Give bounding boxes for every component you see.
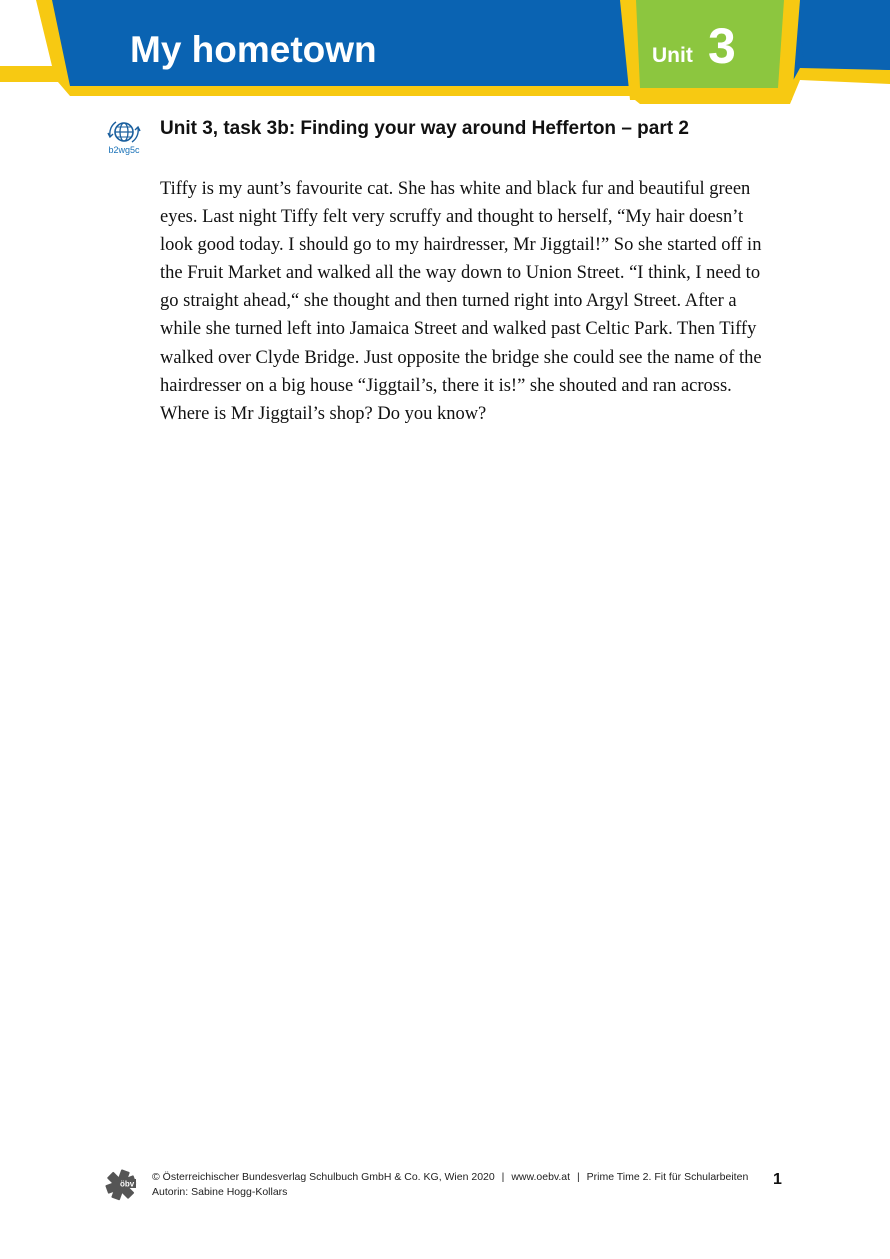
unit-label: Unit bbox=[652, 44, 693, 67]
copyright-text: © Österreichischer Bundesverlag Schulbuch GmbH & Co. KG, Wien 2020 bbox=[152, 1171, 495, 1183]
online-code[interactable]: b2wg5c bbox=[108, 145, 140, 155]
author-line: Autorin: Sabine Hogg-Kollars bbox=[152, 1186, 288, 1198]
book-title: Prime Time 2. Fit für Schularbeiten bbox=[586, 1171, 749, 1183]
unit-number: 3 bbox=[708, 18, 736, 74]
story-text: Tiffy is my aunt’s favourite cat. She has white and black fur and beautiful green eyes. Last night Tiffy felt very scruffy and thought to herself, “My hair doesn’t look good today. I should go to my hairdresser, Mr Jiggtail!” So she started off in the Fruit Market and walked all the way down to Union Street. “I think, I need to go straight ahead,“ she thought and then turned right into Argyl Street. After a while she turned left into Jamaica Street and walked past Celtic Park. Then Tiffy walked over Clyde Bridge. Just opposite the bridge she could see the name of the hairdresser on a big house “Jiggtail’s, there it is!” she shouted and ran across. Where is Mr Jiggtail’s shop? Do you know? bbox=[160, 179, 762, 424]
page-number: 1 bbox=[773, 1171, 782, 1188]
oebv-logo-icon bbox=[104, 1168, 138, 1202]
page-title: My hometown bbox=[130, 29, 377, 70]
logo-text: öbv bbox=[120, 1179, 135, 1189]
website-link[interactable]: www.oebv.at bbox=[511, 1171, 571, 1183]
footer-text bbox=[152, 1170, 748, 1200]
footer-line-1 bbox=[152, 1170, 748, 1185]
header-banner bbox=[0, 0, 890, 110]
footer-separator: | bbox=[576, 1171, 580, 1183]
footer-separator: | bbox=[501, 1171, 505, 1183]
globe-link-icon[interactable] bbox=[106, 118, 142, 146]
task-heading: Unit 3, task 3b: Finding your way around Hefferton – part 2 bbox=[160, 118, 689, 139]
